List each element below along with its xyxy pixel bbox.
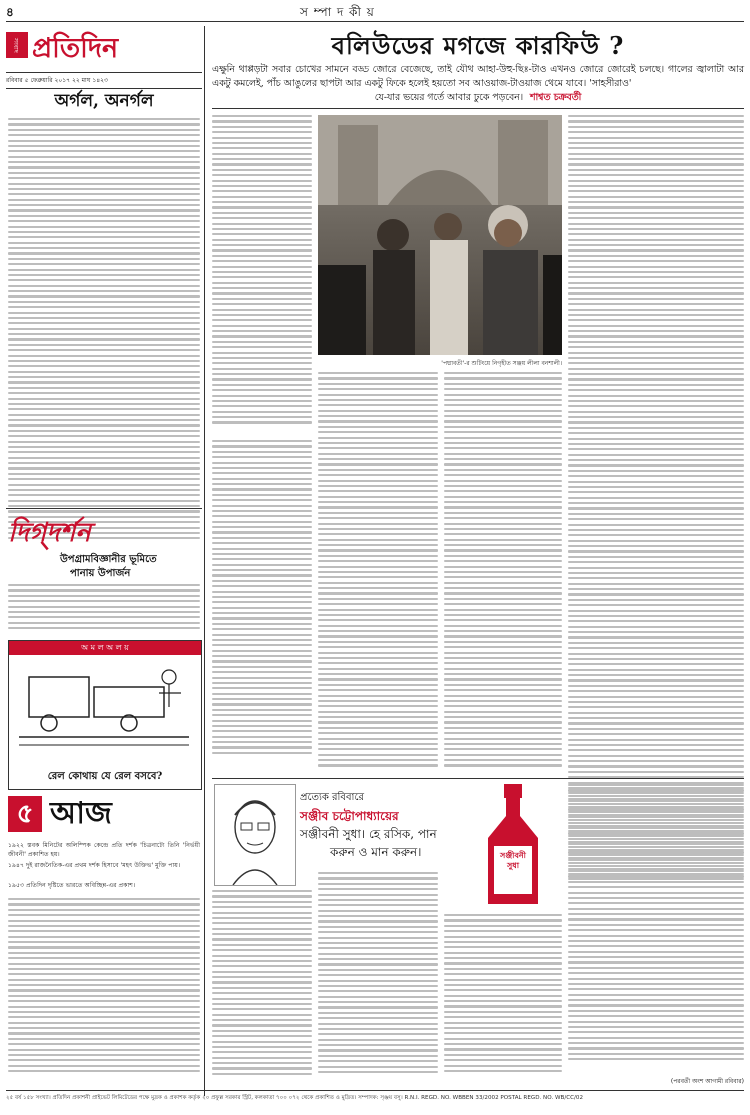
byline: শাশ্বত চক্রবর্তী [529,92,582,103]
digdarshan-body [8,584,200,634]
cartoon-artist: অ ম ল অ ল য় [9,641,201,655]
header-rule [6,21,744,22]
feature-col-3 [444,914,562,1085]
headline-intro-end [212,90,744,105]
cartoon-caption: রেল কোথায় যে রেল বসবে? [47,771,163,782]
feature-col-1 [212,890,312,1085]
aaj-item-2: ১৯৫৩ প্রতিদিন দৃষ্টিতে ভারতে অবিচ্ছিন্ন-এর প্রকাশ। [8,882,136,889]
masthead [6,28,196,62]
column-rule-left [204,26,205,1096]
editorial-title: অর্গল, অনর্গল [54,91,154,111]
aaj-item-1: ১৯৪৭ দুই রাজনৈতিক-এর প্রথম দর্শক হিসাবে 'মহৎ উক্তিভ' মুক্তি পায়। [8,862,181,869]
article-col-1 [212,115,312,435]
headline-rule [212,108,744,109]
aaj-item-0: ১৯২২ স্তবক মিনিটের অলিম্পিক কেন্দ্রে প্রতি দর্শক 'চিত্রনাট্যে তিনি 'নির্ভয়ী জীবনী' প্রকাশিত হয়। [8,842,200,858]
cartoon-drawing [9,657,201,767]
feature-col-2 [318,872,438,1085]
news-photo [318,115,562,355]
digdarshan-title: দিগ্‌দর্শন [8,518,91,548]
feature-title: সঞ্জীবনী সুধা। হে রসিক, পান [300,827,437,841]
cartoon-box [8,640,202,790]
author-portrait [214,784,296,886]
bottle-icon [468,780,558,908]
page-number: ৪ [6,5,14,19]
digdarshan-sub1: উপগ্রামবিজ্ঞানীর ভূমিতে [60,554,157,565]
feature-title2: করুন ও মান করুন। [330,845,422,859]
masthead-title: প্রতিদিন [32,33,119,64]
aaj-box [8,796,200,836]
footer-rule [6,1090,744,1091]
digdarshan-sub2: পানায় উপার্জন [70,568,131,579]
aaj-body-extra [8,898,200,1088]
portrait-sketch [215,785,295,885]
footer-imprint: ২৫ বর্ষ ১৫৮ সংখ্যা। প্রতিদিন প্রকাশনী প্রাইভেট লিমিটেডের পক্ষে মুদ্রক ও প্রকাশক কর্তৃক ২০ প্রফুল্ল সরকার স্ট্রিট, কলকাতা ৭০০ ০৭২ থেকে প্রকাশিত ও মুদ্রিত। সম্পাদক: সৃঞ্জয় বসু। R.N.I. REGD. NO. WBBEN 33/2002 POSTAL REGD. NO. WB/CC/02 [6,1095,584,1101]
headline-intro: এক্ষুনি থাপ্পড়টা সবার চোখের সামনে বড্ড জোরে বেজেছে, তাই যৌথ আহা-উহু-ছিঃ-টাও এখনও জোরে জোরেই চলছে। গালের জ্বালাটা আর একটু কমলেই, পাঁচ আঙুলের ছাপটা আর একটু ফিকে হলেই হয়তো সব আওয়াজ-টাওয়াজ থেমে যাবে। 'সাহসীরাও' [212,64,744,89]
aaj-number: ৫ [8,796,42,832]
headline-title: বলিউডের মগজে কারফিউ ? [331,31,625,60]
feature-col-4 [568,784,744,1074]
article-col-2b [444,372,562,772]
section-label: স ম্পা দ কী য় [300,5,375,19]
crowd-illustration [318,115,562,355]
left-box-rule [6,508,202,509]
article-col-1b [212,440,312,770]
bottle-label: সঞ্জীবনী সুধা [500,850,526,870]
masthead-small: সংবাদ [6,32,28,58]
dateline: রবিবার ৫ ফেব্রুয়ারি ২০১৭ ২২ মাঘ ১৪২৩ [6,72,202,89]
aaj-label: আজ [50,796,112,831]
feature-signature: (পরবর্তী অংশ আগামী রবিবার) [670,1078,744,1085]
photo-caption: 'পদ্মাবতী'-র শুটিংয়ে নিগৃহীত সঞ্জয় লীলা বনশালী। [441,360,562,367]
bottle-illustration [468,780,558,908]
headline-intro2: যে-যার ভয়ের গর্তে আবার ঢুকে পড়বেন। [374,92,524,103]
feature-author: সঞ্জীব চট্টোপাধ্যায়ের [300,809,399,823]
article-col-2 [318,372,438,772]
article-col-3 [568,115,744,775]
feature-top-rule [212,778,744,779]
editorial-body [8,118,200,498]
feature-kicker: প্রত্যেক রবিবারে [300,792,364,803]
